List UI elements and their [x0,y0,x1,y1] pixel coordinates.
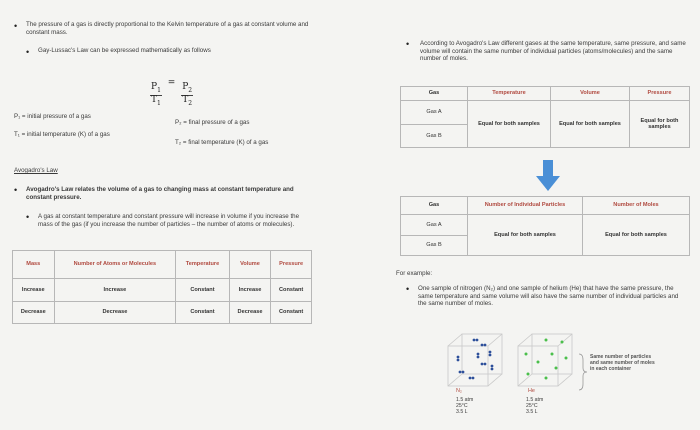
table-row: Gas B [401,235,690,256]
arrow-down-icon [534,160,562,192]
def-t2: T₂ = final temperature (K) of a gas [175,139,269,146]
helium-temperature: 25°C [526,403,538,409]
col-volume: Volume [229,251,271,279]
nitrogen-volume: 3.5 L [456,409,468,415]
helium-pressure: 1.5 atm [526,397,544,403]
nitrogen-container [446,332,504,388]
table-row: Gas B [401,124,690,148]
def-p1: P₁ = initial pressure of a gas [14,113,91,120]
nitrogen-label: N₂ [456,388,462,394]
nitrogen-temperature: 25°C [456,403,468,409]
table-row: Gas A Equal for both samples Equal for both samples [401,215,690,236]
def-t1: T₁ = initial temperature (K) of a gas [14,131,110,138]
particles-table: Gas Number of Individual Particles Number of Moles Gas A Equal for both samples Equal for both samples Gas B [400,196,690,256]
kelvin-statement: The pressure of a gas is directly proportional to the Kelvin temperature of a gas at constant volume and constant mass. [26,21,309,36]
col-pressure: Pressure [271,251,312,279]
example-statement: One sample of nitrogen (N₂) and one sample of helium (He) that have the same pressure, the same temperature and same volume will also have the same number of individual particles and the same number of moles. [418,285,679,308]
table-row: Gas A Equal for both samples Equal for both samples Equal for both samples [401,101,690,125]
bullet-dot: • [14,185,18,195]
for-example-label: For example: [396,270,433,277]
gay-lussac-statement: Gay-Lussac's Law can be expressed mathematically as follows [38,47,211,54]
bullet-dot: • [26,212,30,222]
avogadro-table [12,250,312,324]
helium-container [516,332,574,388]
table-row: Decrease Decrease Constant Decrease Constant [13,301,312,324]
gay-lussac-formula: $\frac{P_1}{T_1}$ = $\frac{P_2}{T_2}$ [151,78,193,107]
brace-icon [578,352,588,392]
bullet-dot: • [406,284,410,294]
avogadro-mass-statement: A gas at constant temperature and constant pressure will increase in volume if you increase the mass of the gas (if you increase the number of particles – the number of atoms or molecules). [38,213,300,228]
def-p2: P₂ = final pressure of a gas [175,119,250,126]
table-row: Increase Increase Constant Increase Constant [13,279,312,302]
avogadro-heading: Avogadro's Law [14,167,58,174]
avogadro-statement: Avogadro's Law relates the volume of a gas to changing mass at constant temperature and constant pressure. [26,186,294,201]
bullet-dot: • [26,47,30,57]
avogadro-intro: According to Avogadro's Law different gases at the same temperature, same pressure, and same volume will contain the same number of individual particles (atoms/molecules) and the same number of moles. [420,40,686,63]
col-temperature: Temperature [176,251,230,279]
nitrogen-pressure: 1.5 atm [456,397,474,403]
conditions-table: Gas Temperature Volume Pressure Gas A Equal for both samples Equal for both samples Equal for both samples Gas B [400,86,690,148]
col-mass: Mass [13,251,55,279]
bullet-dot: • [14,21,18,31]
col-number: Number of Atoms or Molecules [54,251,176,279]
helium-label: He [528,388,535,394]
same-number-note: Same number of particles and same number of moles in each container [590,354,655,372]
helium-volume: 3.5 L [526,409,538,415]
bullet-dot: • [406,39,410,49]
